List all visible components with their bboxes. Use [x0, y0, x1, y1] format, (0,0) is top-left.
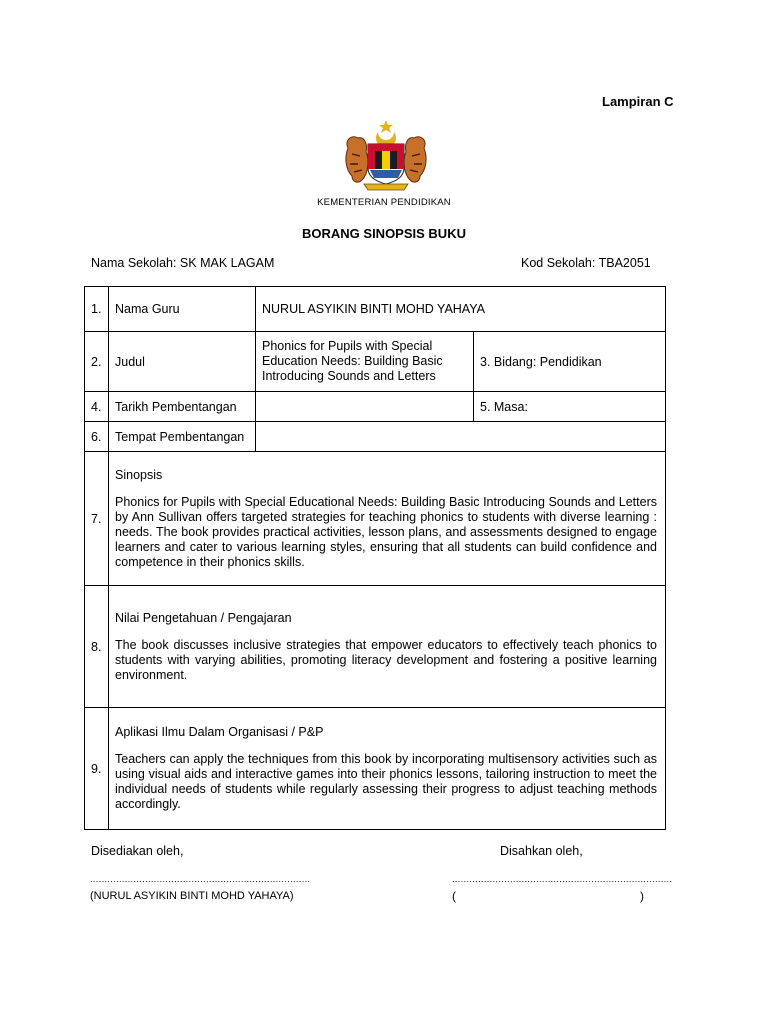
book-title-value: [256, 332, 474, 392]
form-title: BORANG SINOPSIS BUKU: [302, 226, 466, 241]
teacher-name-value: NURUL ASYIKIN BINTI MOHD YAHAYA: [256, 287, 666, 332]
row-number: 2.: [85, 332, 109, 392]
row-number: 6.: [85, 422, 109, 452]
row-number: 9.: [85, 708, 109, 830]
synopsis-text: Phonics for Pupils with Special Educational Needs: Building Basic Introducing Sounds and Letters by Ann Sullivan offers targeted strategies for teaching phonics to students with diverse learning : needs. The book provides practical activities, lesson plans, and assessments designed to engage learners and cater to various learning styles, ensuring that all students can build confidence and competence in their phonics skills.: [115, 494, 657, 569]
knowledge-value-cell: [109, 586, 666, 708]
approver-name-close-paren: ): [640, 889, 644, 903]
approver-name-open-paren: (: [452, 889, 456, 903]
school-code: Kod Sekolah: TBA2051: [521, 256, 651, 270]
knowledge-value-heading: Nilai Pengetahuan / Pengajaran: [115, 610, 292, 625]
prepared-signature-line: ............................................................................: [90, 874, 311, 884]
row-number: 8.: [85, 586, 109, 708]
row-number: 7.: [85, 452, 109, 586]
application-text: Teachers can apply the techniques from this book by incorporating multisensory activities such as using visual aids and interactive games into their phonics lessons, tailoring instruction to meet the individual needs of students while regularly assessing their progress to adjust teaching methods accordingly.: [115, 752, 657, 811]
field-label-venue: Tempat Pembentangan: [109, 422, 256, 452]
presentation-date-value: [256, 392, 474, 422]
field-label-title: Judul: [109, 332, 256, 392]
synopsis-form-table: [84, 286, 666, 830]
synopsis-cell: [109, 452, 666, 586]
row-title: [85, 332, 666, 392]
presentation-venue-value: [256, 422, 666, 452]
field-category: 3. Bidang: Pendidikan: [474, 332, 666, 392]
prepared-by-name: (NURUL ASYIKIN BINTI MOHD YAHAYA): [90, 890, 294, 902]
appendix-label: Lampiran C: [602, 94, 674, 109]
row-knowledge-value: [85, 586, 666, 708]
malaysia-coat-of-arms-logo: [338, 118, 434, 194]
row-venue: [85, 422, 666, 452]
approved-by-label: Disahkan oleh,: [500, 844, 583, 858]
row-application: [85, 708, 666, 830]
row-number: 1.: [85, 287, 109, 332]
row-number: 4.: [85, 392, 109, 422]
knowledge-value-text: The book discusses inclusive strategies that empower educators to effectively teach phonics to students with varying abilities, promoting literacy development and fostering a positive learning environment.: [115, 637, 657, 682]
ministry-name: KEMENTERIAN PENDIDIKAN: [317, 197, 451, 208]
row-synopsis: [85, 452, 666, 586]
application-cell: [109, 708, 666, 830]
row-date: [85, 392, 666, 422]
field-label-date: Tarikh Pembentangan: [109, 392, 256, 422]
field-time: 5. Masa:: [474, 392, 666, 422]
row-teacher-name: [85, 287, 666, 332]
prepared-by-label: Disediakan oleh,: [91, 844, 184, 858]
book-title-text: Phonics for Pupils with Special Education Needs: Building Basic Introducing Sounds and Letters: [262, 339, 443, 383]
application-heading: Aplikasi Ilmu Dalam Organisasi / P&P: [115, 725, 324, 739]
synopsis-heading: Sinopsis: [115, 467, 163, 482]
school-name: Nama Sekolah: SK MAK LAGAM: [91, 256, 275, 270]
field-label-teacher: Nama Guru: [109, 287, 256, 332]
approved-signature-line: ............................................................................: [452, 874, 673, 884]
